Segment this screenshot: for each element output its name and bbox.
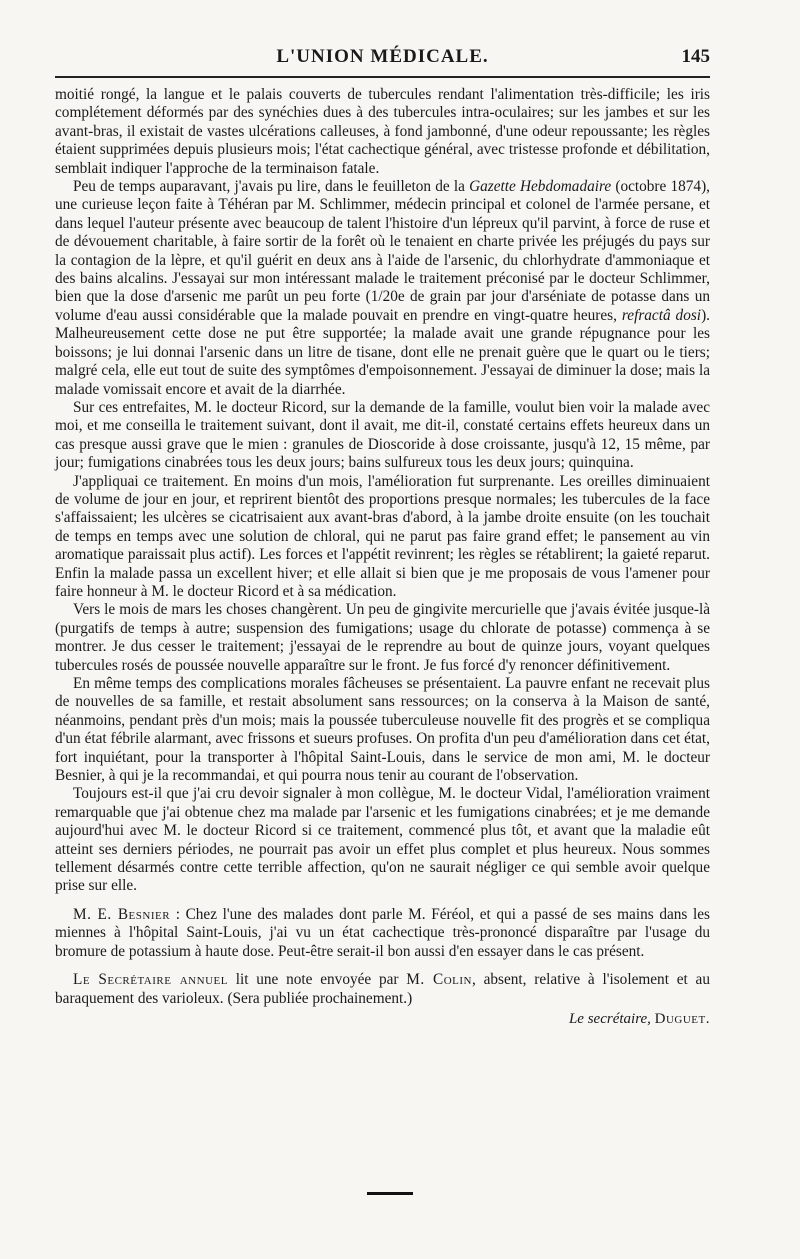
page-header [55,46,710,72]
speaker-name: M. E. Besnier [73,905,171,923]
running-title: L'UNION MÉDICALE. [276,46,489,67]
paragraph-2 [55,178,710,399]
section-gap [55,896,710,906]
journal-title: Gazette Hebdomadaire [469,178,612,196]
paragraph-4: J'appliquai ce traitement. En moins d'un mois, l'amélioration fut surprenante. Les oreilles diminuaient de volume de jour en jour, et reprirent bientôt des proportions presque normales; les tubercules de la face s'affaissaient; les ulcères se cicatrisaient aux avant-bras d'abord, à la jambe droite ensuite (on les touchait de temps en temps avec une solution de chloral, qui ne parut pas faire grand effet; le pansement au vin aromatique paraissait plus actif). Les forces et l'appétit revinrent; les règles se rétablirent; la gaieté reparut. Enfin la malade passa un excellent hiver; et elle allait si bien que je me proposais de vous l'amener pour faire honneur à M. le docteur Ricord et à sa médication. [55,472,710,600]
paragraph-2-text-c: ). Malheureusement cette dose ne put être supportée; la malade avait une grande répugnance pour les boissons; je lui donnai l'arsenic dans un litre de tisane, dont elle ne prenait guère que le quart ou le tiers; malgré cela, elle eut tout de suite des symptômes d'empoisonnement. J'essayai de diminuer la dose; mais la malade vomissait encore et avait de la diarrhée. [55,306,710,398]
paragraph-6: En même temps des complications morales fâcheuses se présentaient. La pauvre enfant ne recevait plus de nouvelles de sa famille, et restait absolument sans ressources; on la conserva à la Maison de santé, néanmoins, pendant près d'un mois; mais la poussée tuberculeuse nouvelle fit des progrès et se compliqua d'un état fébrile alarmant, avec frissons et sueurs profuses. On profita d'un peu d'amélioration dans cet état, fort inquiétant, pour la transporter à l'hôpital Saint-Louis, dans le service de mon ami, M. le docteur Besnier, à qui je la recommandai, et qui pourra nous tenir au courant de l'observation. [55,675,710,785]
paragraph-9-text-b: , absent, relative à l'isolement et au baraquement des varioleux. (Sera publiée prochainement.) [55,971,710,1007]
latin-phrase: refractâ dosi [621,306,702,324]
page-number: 145 [681,46,710,67]
paragraph-5: Vers le mois de mars les choses changèrent. Un peu de gingivite mercurielle que j'avais évitée jusque-là (purgatifs de temps à autre; suspension des fumigations; usage du chlorate de potasse) commença à se montrer. Je dus cesser le traitement; j'essayai de le reprendre au bout de quinze jours, voyant quelques tubercules rosés de poussée nouvelle apparaître sur le front. Je fus forcé d'y renoncer définitivement. [55,601,710,674]
colin-name: M. Colin [406,971,472,989]
paragraph-2-text-b: (octobre 1874), une curieuse leçon faite à Téhéran par M. Schlimmer, médecin principal et colonel de l'armée persane, et dans lequel l'auteur présente avec beaucoup de talent l'histoire d'un lépreux qu'il parvint, à force de ruse et de dévouement charitable, à faire sortir de la forêt où le tenaient en charte privée les préjugés du pays sur la contagion de la lèpre, et qu'il guérit en deux ans à l'aide de l'arsenic, du chlorhydrate d'ammoniaque et des bains alcalins. J'essayai sur mon intéressant malade le traitement préconisé par le docteur Schlimmer, bien que la dose d'arsenic me parût un peu forte (1/20e de grain par jour d'arséniate de potasse dans un volume d'eau aussi considérable que la malade pouvait en prendre en vingt-quatre heures, [55,178,710,324]
signature [55,1010,710,1028]
paragraph-2-text-a: Peu de temps auparavant, j'avais pu lire, dans le feuilleton de la [73,178,470,196]
signature-title: Le secrétaire, [568,1010,651,1027]
secretary-role: Le Secrétaire annuel [73,971,228,989]
article-body [55,86,710,1028]
paragraph-1: moitié rongé, la langue et le palais couverts de tubercules rendant l'alimentation très-difficile; les iris complétement déformés par des synéchies dues à des tubercules intra-oculaires; sur les jambes et sur les avant-bras, il existait de vastes ulcérations calleuses, à fond jambonné, d'une odeur repoussante; les règles étaient supprimées depuis plusieurs mois; l'état cachectique général, avec tristesse profonde et débilitation, semblait indiquer l'approche de la terminaison fatale. [55,86,710,177]
end-rule [367,1192,413,1195]
paragraph-8-text: : Chez l'une des malades dont parle M. Féréol, et qui a passé de ses mains dans les miennes à l'hôpital Saint-Louis, j'ai vu un état cachectique très-prononcé disparaître par l'usage du bromure de potassium à haute dose. Peut-être serait-il bon aussi d'en essayer dans le cas présent. [55,905,710,960]
paragraph-7: Toujours est-il que j'ai cru devoir signaler à mon collègue, M. le docteur Vidal, l'amélioration vraiment remarquable que j'ai obtenue chez ma malade par l'arsenic et les fumigations cinabrées; et je me demande aujourd'hui avec M. le docteur Ricord si ce traitement, commencé plus tôt, et avant que la maladie eût atteint ses derniers périodes, ne pourrait pas avoir un effet plus complet et plus heureux. Nous sommes tellement désarmés contre cette terrible affection, qu'on ne saurait négliger ce qui semble avoir quelque prise sur elle. [55,785,710,895]
signature-name: Duguet. [654,1010,710,1027]
paragraph-9-text-a: lit une note envoyée par [227,971,407,989]
header-rule [55,76,710,78]
paragraph-3: Sur ces entrefaites, M. le docteur Ricord, sur la demande de la famille, voulut bien voir la malade avec moi, et me conseilla le traitement suivant, dont il avait, me dit-il, constaté certains effets heureux dans un cas presque aussi grave que le mien : granules de Dioscoride à dose croissante, jusqu'à 12, 15 même, par jour; fumigations cinabrées tous les deux jours; bains sulfureux tous les deux jours; quinquina. [55,398,710,472]
paragraph-9 [55,971,710,1008]
section-gap-2 [55,961,710,971]
paragraph-8 [55,906,710,961]
